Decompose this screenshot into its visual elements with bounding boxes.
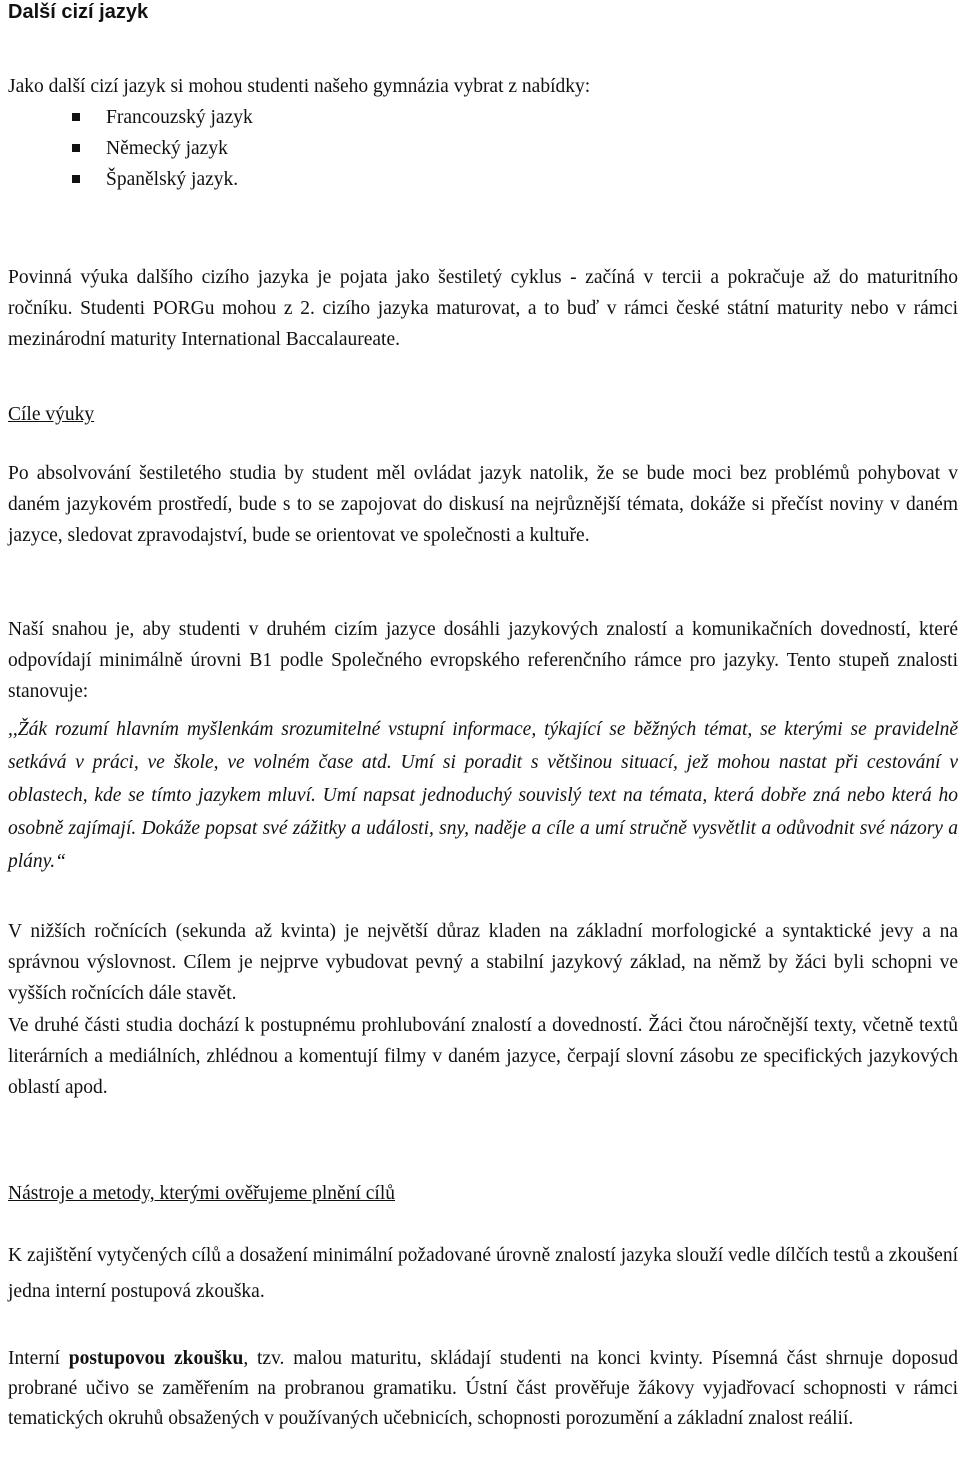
page-heading: Další cizí jazyk (8, 1, 149, 23)
list-item: Německý jazyk (8, 133, 958, 164)
section-tools-heading: Nástroje a metody, kterými ověřujeme plnění cílů (8, 1183, 395, 1204)
exam-paragraph (8, 1344, 958, 1434)
exam-rest: , tzv. malou maturitu, skládají studenti na konci kvinty. Písemná část shrnuje doposud probrané učivo se zaměřením na probranou gramatiku. Ústní část prověřuje žákovy vyjadřovací schopnosti v rámci tematických okruhů obsažených v používaných učebnicích, schopnosti porozumění a základní znalost reálií. (8, 1348, 958, 1429)
section-goals-heading: Cíle výuky (8, 404, 95, 425)
square-bullet-icon (72, 113, 80, 121)
exam-bold: postupovou zkoušku (68, 1348, 244, 1369)
square-bullet-icon (72, 175, 80, 183)
list-item: Španělský jazyk. (8, 164, 958, 195)
goals-paragraph-2: Naší snahou je, aby studenti v druhém cizím jazyce dosáhli jazykových znalostí a komunikačních dovedností, které odpovídají minimálně úrovni B1 podle Společného evropského referenčního rámce pro jazyky. Tento stupeň znalosti stanovuje: (8, 619, 958, 702)
goals-paragraph-1: Po absolvování šestiletého studia by student měl ovládat jazyk natolik, že se bude moci bez problémů pohybovat v daném jazykovém prostředí, bude s to se zapojovat do diskusí na nejrůznější témata, dokáže si přečíst noviny v daném jazyce, sledovat zpravodajství, bude se orientovat ve společnosti a kultuře. (8, 463, 958, 546)
language-list (8, 102, 958, 195)
b1-quote: ,,Žák rozumí hlavním myšlenkám srozumitelné vstupní informace, týkající se běžných témat, se kterými se pravidelně setkává v práci, ve škole, ve volném čase atd. Umí si poradit s většinou situací, jež mohou nastat při cestování v oblastech, kde se tímto jazykem mluví. Umí napsat jednoduchý souvislý text na témata, která dobře zná nebo která ho osobně zajímají. Dokáže popsat své zážitky a události, sny, naděje a cíle a umí stručně vysvětlit a odůvodnit své názory a plány.“ (8, 719, 958, 872)
intro-text: Jako další cizí jazyk si mohou studenti našeho gymnázia vybrat z nabídky: (8, 76, 591, 97)
upper-grades-paragraph: Ve druhé části studia dochází k postupnému prohlubování znalostí a dovedností. Žáci čtou náročnější texty, včetně textů literárních a mediálních, zhlédnou a komentují filmy v daném jazyce, čerpají slovní zásobu ze specifických jazykových oblastí apod. (8, 1015, 958, 1098)
list-item: Francouzský jazyk (8, 102, 958, 133)
lower-grades-paragraph: V nižších ročnících (sekunda až kvinta) je největší důraz kladen na základní morfologické a syntaktické jevy a na správnou výslovnost. Cílem je nejprve vybudovat pevný a stabilní jazykový základ, na němž by žáci byli schopni ve vyšších ročnících dále stavět. (8, 921, 958, 1004)
cycle-paragraph: Povinná výuka dalšího cizího jazyka je pojata jako šestiletý cyklus - začíná v tercii a pokračuje až do maturitního ročníku. Studenti PORGu mohou z 2. cizího jazyka maturovat, a to buď v rámci české státní maturity nebo v rámci mezinárodní maturity International Baccalaureate. (8, 267, 958, 350)
tools-paragraph: K zajištění vytyčených cílů a dosažení minimální požadované úrovně znalostí jazyka slouží vedle dílčích testů a zkoušení jedna interní postupová zkouška. (8, 1245, 958, 1302)
square-bullet-icon (72, 144, 80, 152)
exam-lead: Interní (8, 1348, 69, 1369)
